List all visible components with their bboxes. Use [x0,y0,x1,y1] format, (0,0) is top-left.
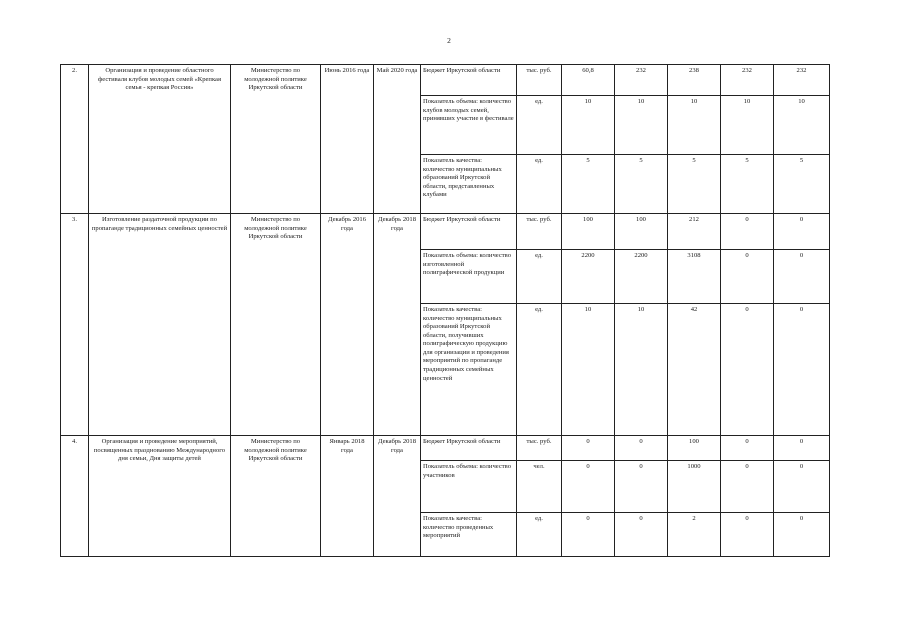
value-cell: 0 [774,461,830,513]
value-cell: 5 [615,155,668,214]
value-cell: 0 [721,436,774,461]
executor: Министерство по молодежной политике Иркутской области [231,65,321,214]
value-cell: 212 [668,214,721,250]
value-cell: 0 [774,513,830,557]
indicator-label: Бюджет Иркутской области [421,65,517,96]
indicator-label: Показатель объема: количество участников [421,461,517,513]
value-cell: 0 [562,461,615,513]
program-activities-table [60,64,830,557]
unit: тыс. руб. [517,436,562,461]
value-cell: 0 [774,250,830,304]
value-cell: 0 [615,461,668,513]
value-cell: 232 [774,65,830,96]
unit: ед. [517,155,562,214]
indicator-label: Бюджет Иркутской области [421,214,517,250]
value-cell: 0 [721,250,774,304]
row-number: 4. [61,436,89,557]
value-cell: 5 [721,155,774,214]
value-cell: 2 [668,513,721,557]
value-cell: 10 [615,96,668,155]
value-cell: 10 [615,304,668,436]
value-cell: 100 [668,436,721,461]
value-cell: 0 [721,461,774,513]
value-cell: 100 [562,214,615,250]
row-number: 3. [61,214,89,436]
executor: Министерство по молодежной политике Иркутской области [231,436,321,557]
value-cell: 3108 [668,250,721,304]
value-cell: 5 [774,155,830,214]
value-cell: 232 [615,65,668,96]
value-cell: 2200 [562,250,615,304]
unit: ед. [517,513,562,557]
table-row [61,436,830,461]
row-number: 2. [61,65,89,214]
value-cell: 0 [721,304,774,436]
value-cell: 2200 [615,250,668,304]
start-date: Июнь 2016 года [321,65,374,214]
value-cell: 10 [721,96,774,155]
indicator-label: Показатель объема: количество изготовленной полиграфической продукции [421,250,517,304]
value-cell: 0 [615,513,668,557]
value-cell: 10 [562,96,615,155]
unit: ед. [517,250,562,304]
start-date: Январь 2018 года [321,436,374,557]
executor: Министерство по молодежной политике Иркутской области [231,214,321,436]
page-number: 2 [447,36,451,45]
unit: ед. [517,96,562,155]
value-cell: 10 [668,96,721,155]
activity-name: Изготовление раздаточной продукции по пропаганде традиционных семейных ценностей [89,214,231,436]
indicator-label: Показатель качества: количество проведенных мероприятий [421,513,517,557]
value-cell: 60,8 [562,65,615,96]
value-cell: 42 [668,304,721,436]
activity-name: Организация и проведение мероприятий, посвященных празднованию Международного дня семьи, Дня защиты детей [89,436,231,557]
value-cell: 100 [615,214,668,250]
unit: чел. [517,461,562,513]
value-cell: 238 [668,65,721,96]
value-cell: 0 [562,513,615,557]
value-cell: 10 [774,96,830,155]
unit: ед. [517,304,562,436]
value-cell: 1000 [668,461,721,513]
end-date: Май 2020 года [374,65,421,214]
value-cell: 0 [774,436,830,461]
value-cell: 10 [562,304,615,436]
value-cell: 5 [668,155,721,214]
value-cell: 0 [615,436,668,461]
value-cell: 0 [774,214,830,250]
end-date: Декабрь 2018 года [374,436,421,557]
end-date: Декабрь 2018 года [374,214,421,436]
value-cell: 0 [721,214,774,250]
indicator-label: Показатель качества: количество муниципальных образований Иркутской области, получивших полиграфическую продукцию для организации и проведения мероприятий по пропаганде традиционных семейных ценностей [421,304,517,436]
value-cell: 0 [562,436,615,461]
unit: тыс. руб. [517,214,562,250]
start-date: Декабрь 2016 года [321,214,374,436]
indicator-label: Показатель объема: количество клубов молодых семей, принявших участие в фестивале [421,96,517,155]
value-cell: 5 [562,155,615,214]
value-cell: 0 [721,513,774,557]
indicator-label: Показатель качества: количество муниципальных образований Иркутской области, представленных клубами [421,155,517,214]
indicator-label: Бюджет Иркутской области [421,436,517,461]
activity-name: Организация и проведение областного фестиваля клубов молодых семей «Крепкая семья - крепкая Россия» [89,65,231,214]
unit: тыс. руб. [517,65,562,96]
table-row [61,65,830,96]
table-row [61,214,830,250]
value-cell: 232 [721,65,774,96]
value-cell: 0 [774,304,830,436]
